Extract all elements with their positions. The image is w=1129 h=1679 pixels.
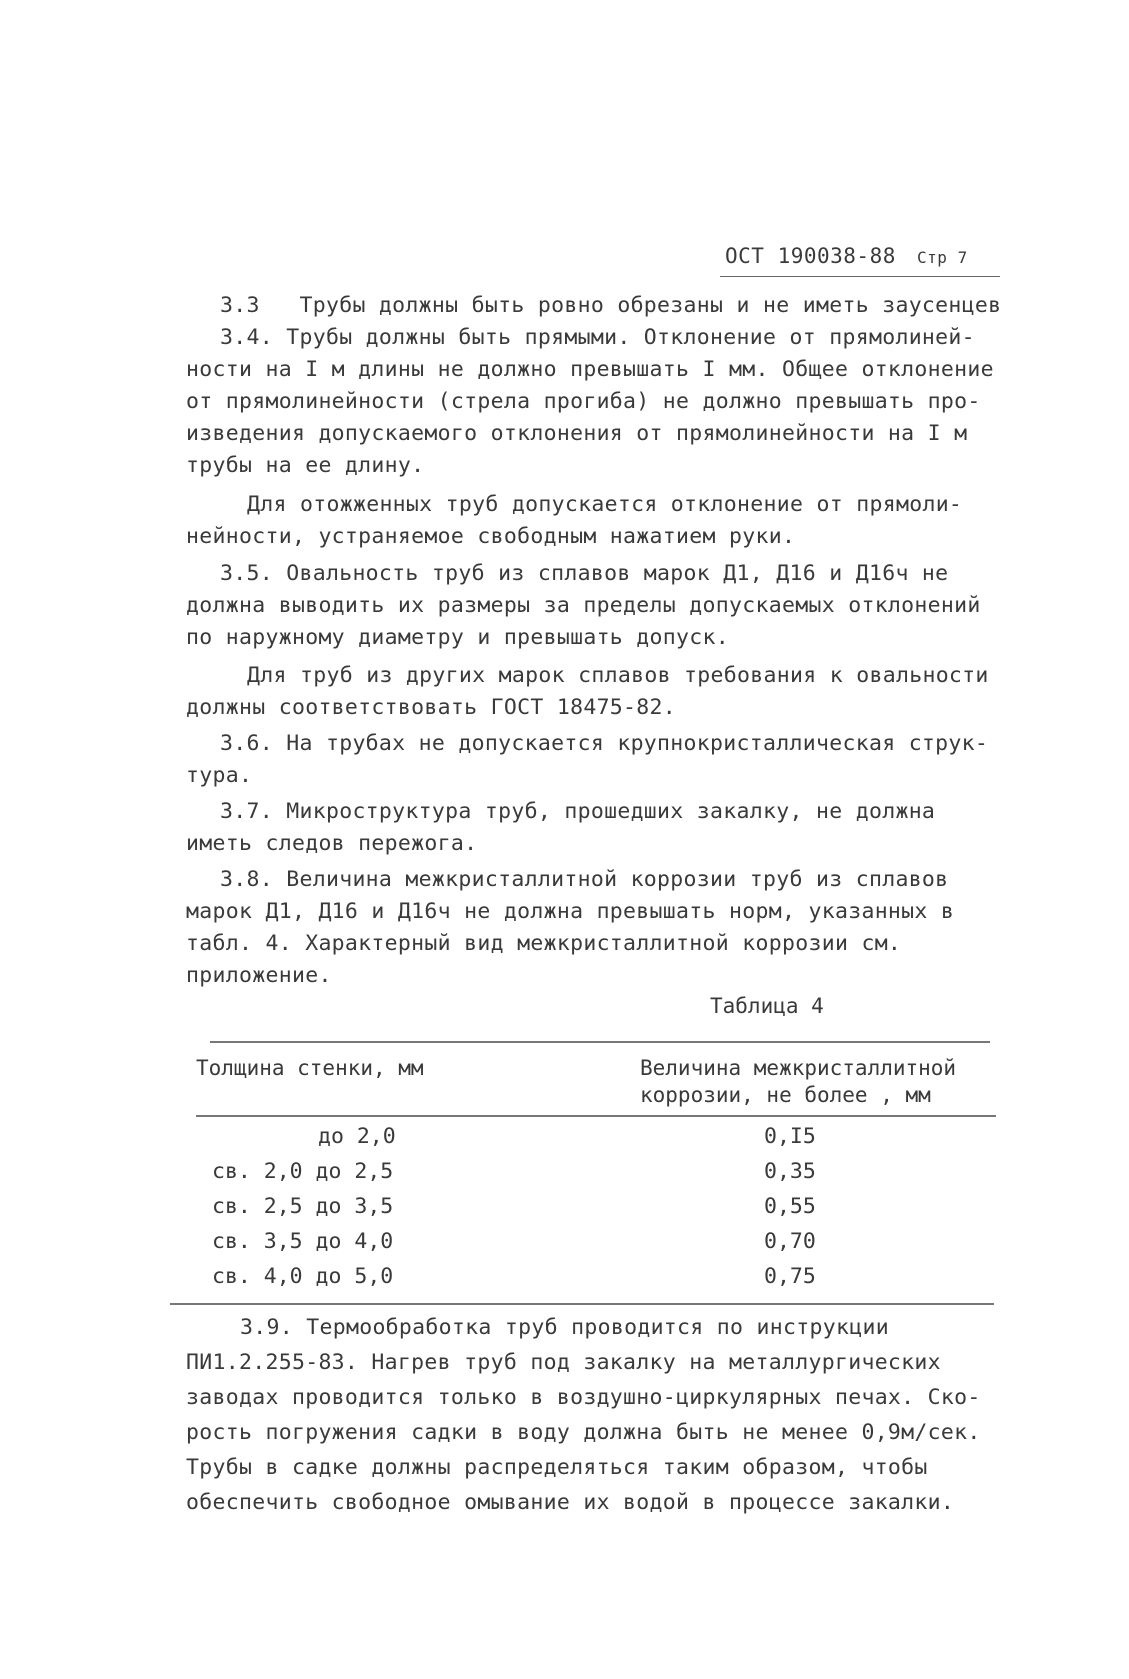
table-cell-value: 0,35 (764, 1159, 816, 1184)
table-top-rule (210, 1041, 990, 1043)
table-header-rule (196, 1115, 996, 1117)
page-label: Стр 7 (917, 248, 968, 267)
para-line: должны соответствовать ГОСТ 18475-82. (186, 695, 677, 720)
para-line: 3.5. Овальность труб из сплавов марок Д1, Д16 и Д16ч не (220, 561, 949, 586)
table-cell-thickness: св. 2,5 до 3,5 (212, 1194, 394, 1219)
para-line: Трубы в садке должны распределяться таким образом, чтобы (186, 1455, 928, 1480)
para-line: 3.8. Величина межкристаллитной коррозии труб из сплавов (220, 867, 949, 892)
table-caption: Таблица 4 (710, 994, 824, 1018)
para-line: 3.3 Трубы должны быть ровно обрезаны и не иметь заусенцев (220, 293, 1002, 318)
para-line: изведения допускаемого отклонения от прямолинейности на I м (186, 421, 968, 446)
para-line: Для отожженных труб допускается отклонение от прямоли- (247, 492, 963, 517)
para-line: 3.6. На трубах не допускается крупнокристаллическая струк- (220, 731, 989, 756)
table-cell-value: 0,70 (764, 1229, 816, 1254)
para-line: иметь следов пережога. (186, 831, 478, 856)
para-line: заводах проводится только в воздушно-циркулярных печах. Ско- (186, 1385, 981, 1410)
para-line: 3.7. Микроструктура труб, прошедших закалку, не должна (220, 799, 936, 824)
para-line: 3.4. Трубы должны быть прямыми. Отклонение от прямолиней- (220, 325, 975, 350)
table-cell-value: 0,75 (764, 1264, 816, 1289)
table-cell-thickness: св. 3,5 до 4,0 (212, 1229, 394, 1254)
para-line: марок Д1, Д16 и Д16ч не должна превышать норм, указанных в (186, 899, 955, 924)
doc-number: ОСТ 190038-88 (725, 244, 896, 268)
table-cell-thickness: до 2,0 (318, 1124, 396, 1149)
para-line: ности на I м длины не должно превышать I мм. Общее отклонение (186, 357, 994, 382)
para-line: табл. 4. Характерный вид межкристаллитной коррозии см. (186, 931, 902, 956)
para-line: 3.9. Термообработка труб проводится по инструкции (240, 1315, 889, 1340)
table-cell-value: 0,55 (764, 1194, 816, 1219)
table-cell-value: 0,I5 (764, 1124, 816, 1149)
table-bottom-rule (170, 1303, 994, 1305)
para-line: тура. (186, 763, 253, 788)
para-line: от прямолинейности (стрела прогиба) не должно превышать про- (186, 389, 981, 414)
para-line: приложение. (186, 963, 332, 988)
para-line: обеспечить свободное омывание их водой в процессе закалки. (186, 1490, 955, 1515)
header-rule (720, 276, 1000, 277)
para-line: трубы на ее длину. (186, 453, 425, 478)
table-cell-thickness: св. 2,0 до 2,5 (212, 1159, 394, 1184)
col-header-corrosion-1: Величина межкристаллитной (640, 1056, 957, 1080)
para-line: должна выводить их размеры за пределы допускаемых отклонений (186, 593, 981, 618)
col-header-corrosion-2: коррозии, не более , мм (640, 1083, 931, 1107)
para-line: ПИ1.2.255-83. Нагрев труб под закалку на металлургических (186, 1350, 941, 1375)
para-line: нейности, устраняемое свободным нажатием руки. (186, 524, 796, 549)
table-cell-thickness: св. 4,0 до 5,0 (212, 1264, 394, 1289)
page-header (725, 244, 968, 268)
para-line: по наружному диаметру и превышать допуск. (186, 625, 730, 650)
para-line: Для труб из других марок сплавов требования к овальности (247, 663, 989, 688)
col-header-thickness: Толщина стенки, мм (196, 1056, 424, 1080)
para-line: рость погружения садки в воду должна быть не менее 0,9м/сек. (186, 1420, 981, 1445)
